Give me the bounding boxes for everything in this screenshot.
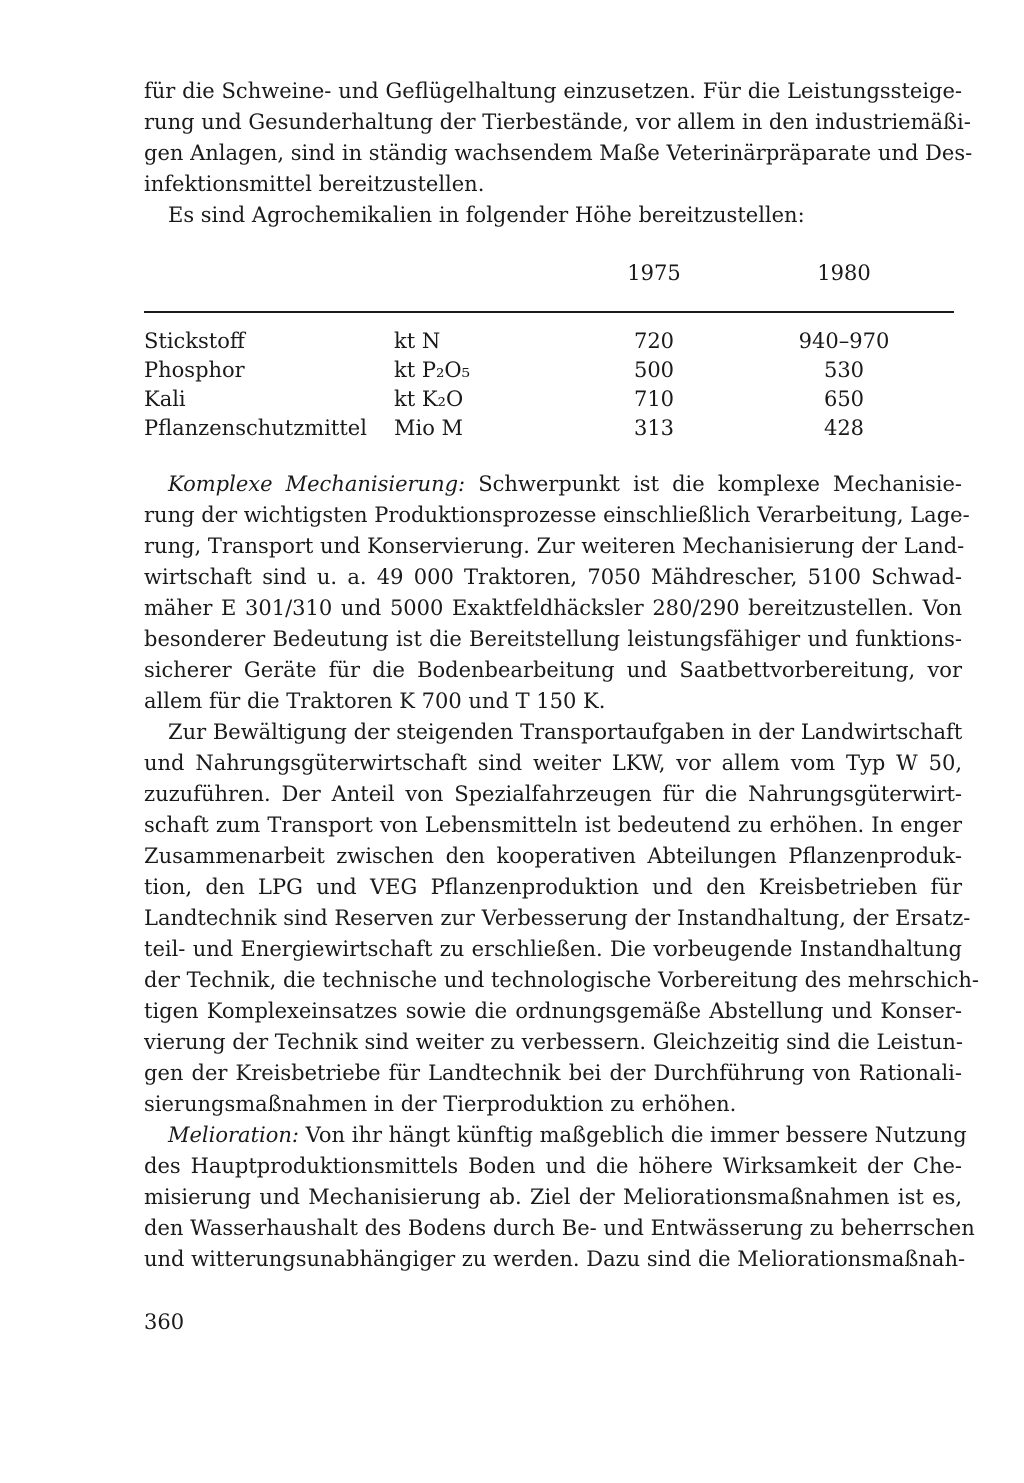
header-year-1980: 1980 <box>734 261 954 312</box>
text-line: tion, den LPG und VEG Pflanzenproduktion und den Kreisbetrieben für <box>144 875 962 899</box>
row-value-1980: 650 <box>823 387 865 411</box>
row-value-1980: 940–970 <box>798 329 890 353</box>
text-line: tigen Komplexeinsatzes sowie die ordnungsgemäße Abstellung und Konser- <box>144 999 962 1023</box>
text-line: wirtschaft sind u. a. 49 000 Traktoren, 7050 Mähdrescher, 5100 Schwad- <box>144 565 962 589</box>
text-line: Zur Bewältigung der steigenden Transportaufgaben in der Landwirtschaft <box>168 720 963 744</box>
text-line: schaft zum Transport von Lebensmitteln ist bedeutend zu erhöhen. In enger <box>144 813 962 837</box>
text-line: gen Anlagen, sind in ständig wachsendem Maße Veterinärpräparate und Des- <box>144 141 973 165</box>
row-value-1980: 428 <box>823 416 865 440</box>
text-line: besonderer Bedeutung ist die Bereitstellung leistungsfähiger und funktions- <box>144 627 962 651</box>
text-line: vierung der Technik sind weiter zu verbessern. Gleichzeitig sind die Leistun- <box>144 1030 963 1054</box>
text-line: infektionsmittel bereitzustellen. <box>144 172 485 196</box>
text-fragment: Schwerpunkt ist die komplexe Mechanisie- <box>465 472 962 496</box>
page-body <box>144 76 979 1275</box>
table-row <box>144 356 954 385</box>
header-cell <box>394 261 574 312</box>
intro-paragraph <box>144 76 973 200</box>
text-line <box>144 1120 967 1151</box>
text-line: gen der Kreisbetriebe für Landtechnik bei der Durchführung von Rationali- <box>144 1061 962 1085</box>
header-year-1975: 1975 <box>574 261 734 312</box>
text-fragment: Von ihr hängt künftig maßgeblich die immer bessere Nutzung <box>298 1123 967 1147</box>
table-intro-paragraph <box>144 200 962 231</box>
text-line: sierungsmaßnahmen in der Tierproduktion zu erhöhen. <box>144 1092 737 1116</box>
text-line: teil- und Energiewirtschaft zu erschließen. Die vorbeugende Instandhaltung <box>144 937 962 961</box>
row-value-1975: 710 <box>633 387 675 411</box>
text-line: mäher E 301/310 und 5000 Exaktfeldhäcksler 280/290 bereitzustellen. Von <box>144 596 962 620</box>
agrochemicals-table <box>144 261 954 443</box>
text-line: den Wasserhaushalt des Bodens durch Be- und Entwässerung zu beherrschen <box>144 1216 975 1240</box>
text-line: Zusammenarbeit zwischen den kooperativen Abteilungen Pflanzenproduk- <box>144 844 962 868</box>
text-line: des Hauptproduktionsmittels Boden und die höhere Wirksamkeit der Che- <box>144 1154 962 1178</box>
table-row <box>144 385 954 414</box>
mechanisierung-paragraph <box>144 469 970 717</box>
melioration-paragraph <box>144 1120 975 1275</box>
text-line: rung, Transport und Konservierung. Zur weiteren Mechanisierung der Land- <box>144 534 965 558</box>
text-line: misierung und Mechanisierung ab. Ziel der Meliorationsmaßnahmen ist es, <box>144 1185 962 1209</box>
table-header-row <box>144 261 954 312</box>
text-line: der Technik, die technische und technologische Vorbereitung des mehrschich- <box>144 968 979 992</box>
section-heading-mechanisierung: Komplexe Mechanisierung: <box>168 472 466 496</box>
table-row <box>144 312 954 356</box>
row-unit: kt K₂O <box>394 387 464 411</box>
row-name: Stickstoff <box>144 329 245 353</box>
row-value-1975: 720 <box>633 329 675 353</box>
text-line: zuzuführen. Der Anteil von Spezialfahrzeugen für die Nahrungsgüterwirt- <box>144 782 962 806</box>
row-value-1975: 313 <box>633 416 675 440</box>
text-line: allem für die Traktoren K 700 und T 150 K. <box>144 689 606 713</box>
text-line: und Nahrungsgüterwirtschaft sind weiter LKW, vor allem vom Typ W 50, <box>144 751 962 775</box>
text-line: und witterungsunabhängiger zu werden. Dazu sind die Meliorationsmaßnah- <box>144 1247 966 1271</box>
section-heading-melioration: Melioration: <box>168 1123 299 1147</box>
row-value-1980: 530 <box>823 358 865 382</box>
row-name: Pflanzenschutzmittel <box>144 416 367 440</box>
text-line: rung der wichtigsten Produktionsprozesse einschließlich Verarbeitung, Lage- <box>144 503 970 527</box>
text-line <box>144 469 962 500</box>
text-line: Es sind Agrochemikalien in folgender Höhe bereitzustellen: <box>168 203 805 227</box>
text-line: für die Schweine- und Geflügelhaltung einzusetzen. Für die Leistungssteige- <box>144 79 962 103</box>
row-name: Phosphor <box>144 358 245 382</box>
transport-paragraph <box>144 717 979 1120</box>
row-unit: kt P₂O₅ <box>394 358 471 382</box>
text-line: sicherer Geräte für die Bodenbearbeitung und Saatbettvorbereitung, vor <box>144 658 962 682</box>
table-row <box>144 414 954 443</box>
text-line: rung und Gesunderhaltung der Tierbestände, vor allem in den industriemäßi- <box>144 110 971 134</box>
row-name: Kali <box>144 387 186 411</box>
page-number: 360 <box>144 1310 185 1334</box>
row-unit: Mio M <box>394 416 464 440</box>
row-value-1975: 500 <box>633 358 675 382</box>
row-unit: kt N <box>394 329 441 353</box>
header-cell <box>144 261 394 312</box>
text-line: Landtechnik sind Reserven zur Verbesserung der Instandhaltung, der Ersatz- <box>144 906 971 930</box>
